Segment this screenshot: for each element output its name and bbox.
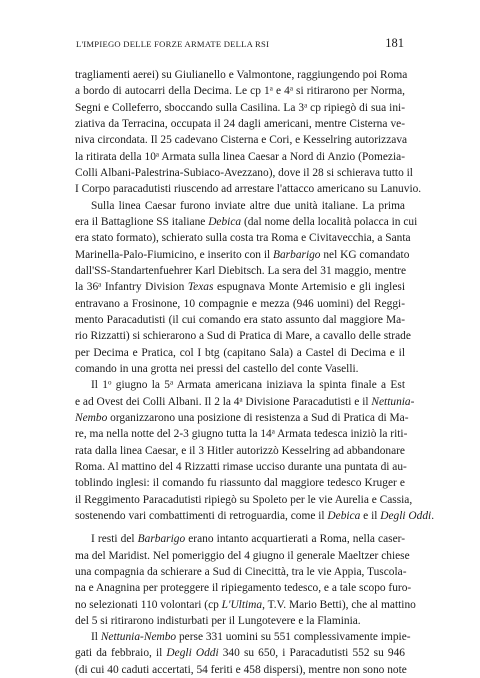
text-line: Segni e Colleferro, sboccando sulla Casilina. La 3$^a$ cp ripiegò di sua ini- — [75, 101, 405, 114]
text-line: per Decima e Pratica, col I btg (capitano Sala) a Castel di Decima e il — [75, 346, 405, 359]
text-line: ma del Maridist. Nel pomeriggio del 4 giugno il generale Maeltzer chiese — [75, 549, 410, 562]
text-line: I Corpo paracadutisti riuscendo ad arrestare l'attacco americano su Lanuvio. — [75, 183, 422, 196]
text-line: a bordo di autocarri della Decima. Le cp 1$^a$ e 4$^a$ si ritirarono per Norma, — [75, 84, 406, 98]
text-line: entravano a Frosinone, 10 compagnie e mezza (946 uomini) del Reggi- — [75, 297, 405, 310]
text-line: Il Nettunia-Nembo perse 331 uomini su 551 complessivamente impie- — [91, 631, 411, 644]
text-line: e ad Ovest dei Colli Albani. Il 2 la 4$^a$ Divisione Paracadutisti e il Nettunia- — [75, 395, 415, 408]
text-line: gati da febbraio, il Degli Oddi 340 su 650, i Paracadutisti 552 su 946 — [75, 647, 405, 660]
text-line: Colli Albani-Palestrina-Subiaco-Avezzano), dove il 28 si schierava tutto il — [75, 166, 413, 179]
text-line: sostenendo vari combattimenti di retroguardia, come il Debica e il Degli Oddi. — [75, 509, 435, 522]
text-line: Marinella-Palo-Fiumicino, e inserito con il Barbarigo nel KG comandato — [75, 248, 410, 261]
text-line: mento Paracadutisti (il cui comando era stato assunto dal maggiore Ma- — [75, 313, 405, 326]
text-line: era stato formato), schierato sulla costa tra Roma e Civitavecchia, a Santa — [75, 232, 411, 245]
text-line: la 36$^a$ Infantry Division Texas espugnava Monte Artemisio e gli inglesi — [75, 280, 405, 294]
running-header — [76, 36, 404, 50]
text-line: Roma. Al mattino del 4 Rizzatti rimase ucciso durante una puntata di au- — [75, 460, 407, 473]
text-line: Sulla linea Caesar furono inviate altre due unità italiane. La prima — [91, 199, 405, 212]
text-line: una compagnia da schierare a Sud di Cinecittà, tra le vie Appia, Tuscola- — [75, 565, 407, 578]
text-line: del 5 si ritirarono indisturbati per il Lungotevere e la Flaminia. — [75, 614, 361, 627]
text-line: (di cui 40 caduti accertati, 54 feriti e 458 dispersi), mentre non sono note — [75, 663, 407, 676]
text-line: il Reggimento Paracadutisti ripiegò su Spoleto per le vie Aurelia e Cassia, — [75, 493, 413, 506]
text-line: rata dalla linea Caesar, e il 3 Hitler autorizzò Kesselring ad abbandonare — [75, 444, 405, 457]
text-line: comando in una grotta nei pressi del castello del conte Vaselli. — [75, 362, 359, 375]
text-line: niva circondata. Il 25 cadevano Cisterna e Cori, e Kesselring autorizzava — [75, 134, 408, 147]
paragraph-gap — [75, 524, 405, 531]
running-title: L'IMPIEGO DELLE FORZE ARMATE DELLA RSI — [76, 39, 270, 49]
text-line: era il Battaglione SS italiane Debica (dal nome della località polacca in cui — [75, 215, 418, 228]
text-line: la ritirata della 10$^a$ Armata sulla linea Caesar a Nord di Anzio (Pomezia- — [75, 150, 405, 163]
text-line: na e Anagnina per proteggere il ripiegamento tedesco, e a tale scopo furo- — [75, 582, 412, 595]
text-line: toblindo inglesi: il comando fu riassunto dal maggiore tedesco Kruger e — [75, 477, 405, 490]
body-text — [75, 67, 435, 678]
text-line: Nembo organizzarono una posizione di resistenza a Sud di Pratica di Ma- — [75, 411, 409, 424]
text-line: ziativa da Terracina, occupata il 24 dagli americani, mentre Cisterna ve- — [75, 117, 405, 130]
text-line: dall'SS-Standartenfuehrer Karl Diebitsch. La sera del 31 maggio, mentre — [75, 264, 407, 277]
text-line: rio Rizzatti) si schierarono a Sud di Pratica di Mare, a cavallo delle strade — [75, 330, 411, 343]
text-line: Il 1$^o$ giugno la 5$^a$ Armata americana iniziava la spinta finale a Est — [91, 378, 405, 392]
text-line: tragliamenti aerei) su Giulianello e Valmontone, raggiungendo poi Roma — [75, 69, 408, 81]
page-number: 181 — [385, 36, 404, 50]
text-line: re, ma nella notte del 2-3 giugno tutta la 14$^a$ Armata tedesca iniziò la riti- — [75, 427, 408, 441]
text-line: no selezionati 110 volontari (cp L'Ultima, T.V. Mario Betti), che al mattino — [75, 598, 416, 611]
text-line: I resti del Barbarigo erano intanto acquartierati a Roma, nella caser- — [91, 533, 405, 546]
